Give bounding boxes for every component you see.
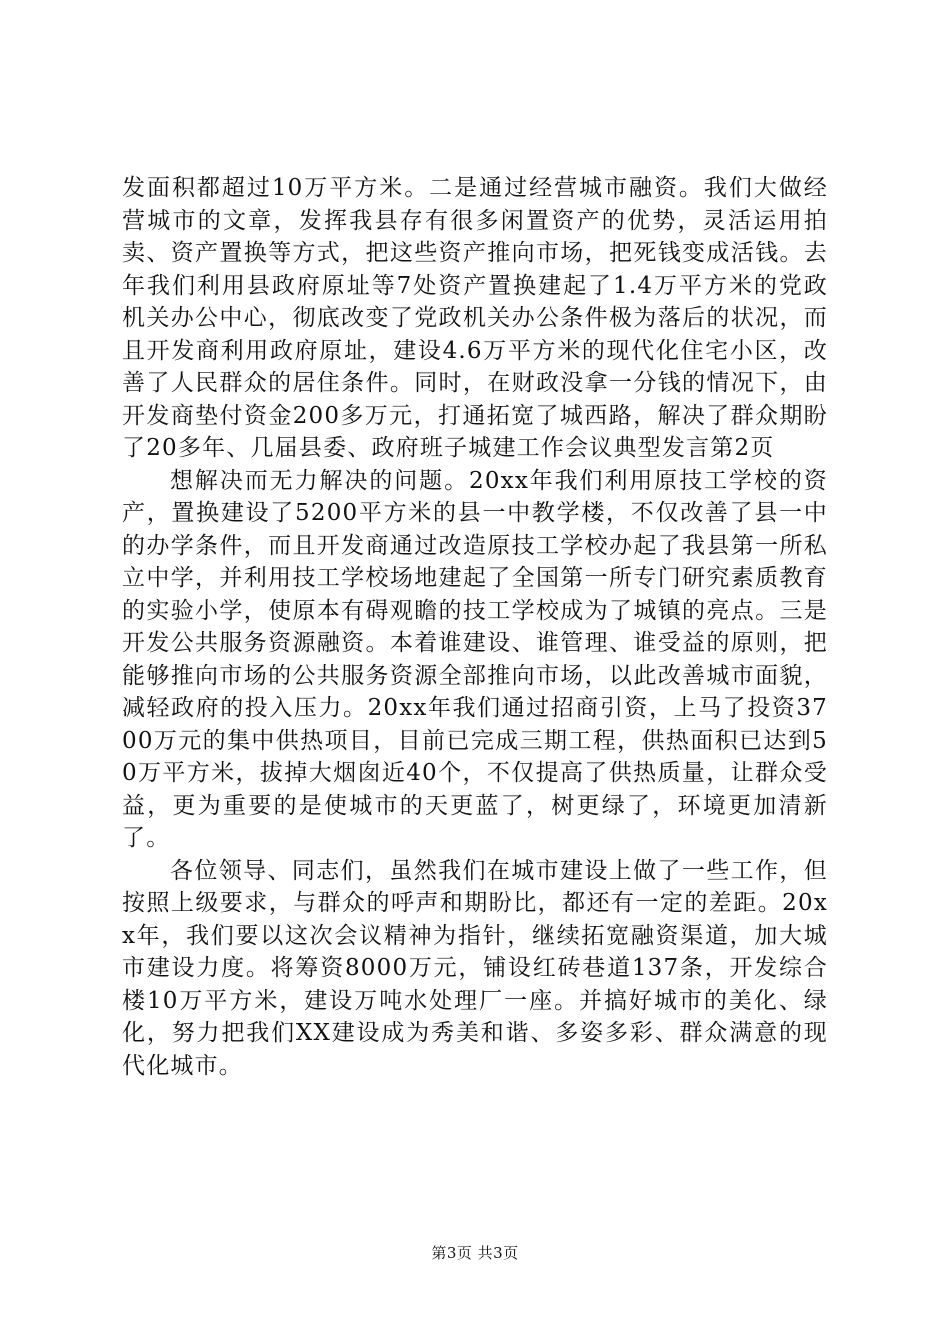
page-number-footer: 第3页 共3页 (431, 1244, 519, 1262)
document-body (122, 172, 828, 1082)
paragraph-2: 想解决而无力解决的问题。20xx年我们利用原技工学校的资产，置换建设了5200平方米的县一中教学楼，不仅改善了县一中的办学条件，而且开发商通过改造原技工学校办起了我县第一所私立中学，并利用技工学校场地建起了全国第一所专门研究素质教育的实验小学，使原本有碍观瞻的技工学校成为了城镇的亮点。三是开发公共服务资源融资。本着谁建设、谁管理、谁受益的原则，把能够推向市场的公共服务资源全部推向市场，以此改善城市面貌，减轻政府的投入压力。20xx年我们通过招商引资，上马了投资3700万元的集中供热项目，目前已完成三期工程，供热面积已达到50万平方米，拔掉大烟囱近40个，不仅提高了供热质量，让群众受益，更为重要的是使城市的天更蓝了，树更绿了，环境更加清新了。 (122, 467, 828, 851)
paragraph-1: 发面积都超过10万平方米。二是通过经营城市融资。我们大做经营城市的文章，发挥我县存有很多闲置资产的优势，灵活运用拍卖、资产置换等方式，把这些资产推向市场，把死钱变成活钱。去年我们利用县政府原址等7处资产置换建起了1.4万平方米的党政机关办公中心，彻底改变了党政机关办公条件极为落后的状况，而且开发商利用政府原址，建设4.6万平方米的现代化住宅小区，改善了人民群众的居住条件。同时，在财政没拿一分钱的情况下，由开发商垫付资金200多万元，打通拓宽了城西路，解决了群众期盼了20多年、几届县委、政府班子城建工作会议典型发言第2页 (122, 175, 828, 461)
paragraph-3: 各位领导、同志们，虽然我们在城市建设上做了一些工作，但按照上级要求，与群众的呼声和期盼比，都还有一定的差距。20xx年，我们要以这次会议精神为指针，继续拓宽融资渠道，加大城市建设力度。将筹资8000万元，铺设红砖巷道137条，开发综合楼10万平方米，建设万吨水处理厂一座。并搞好城市的美化、绿化，努力把我们XX建设成为秀美和谐、多姿多彩、群众满意的现代化城市。 (122, 857, 828, 1079)
